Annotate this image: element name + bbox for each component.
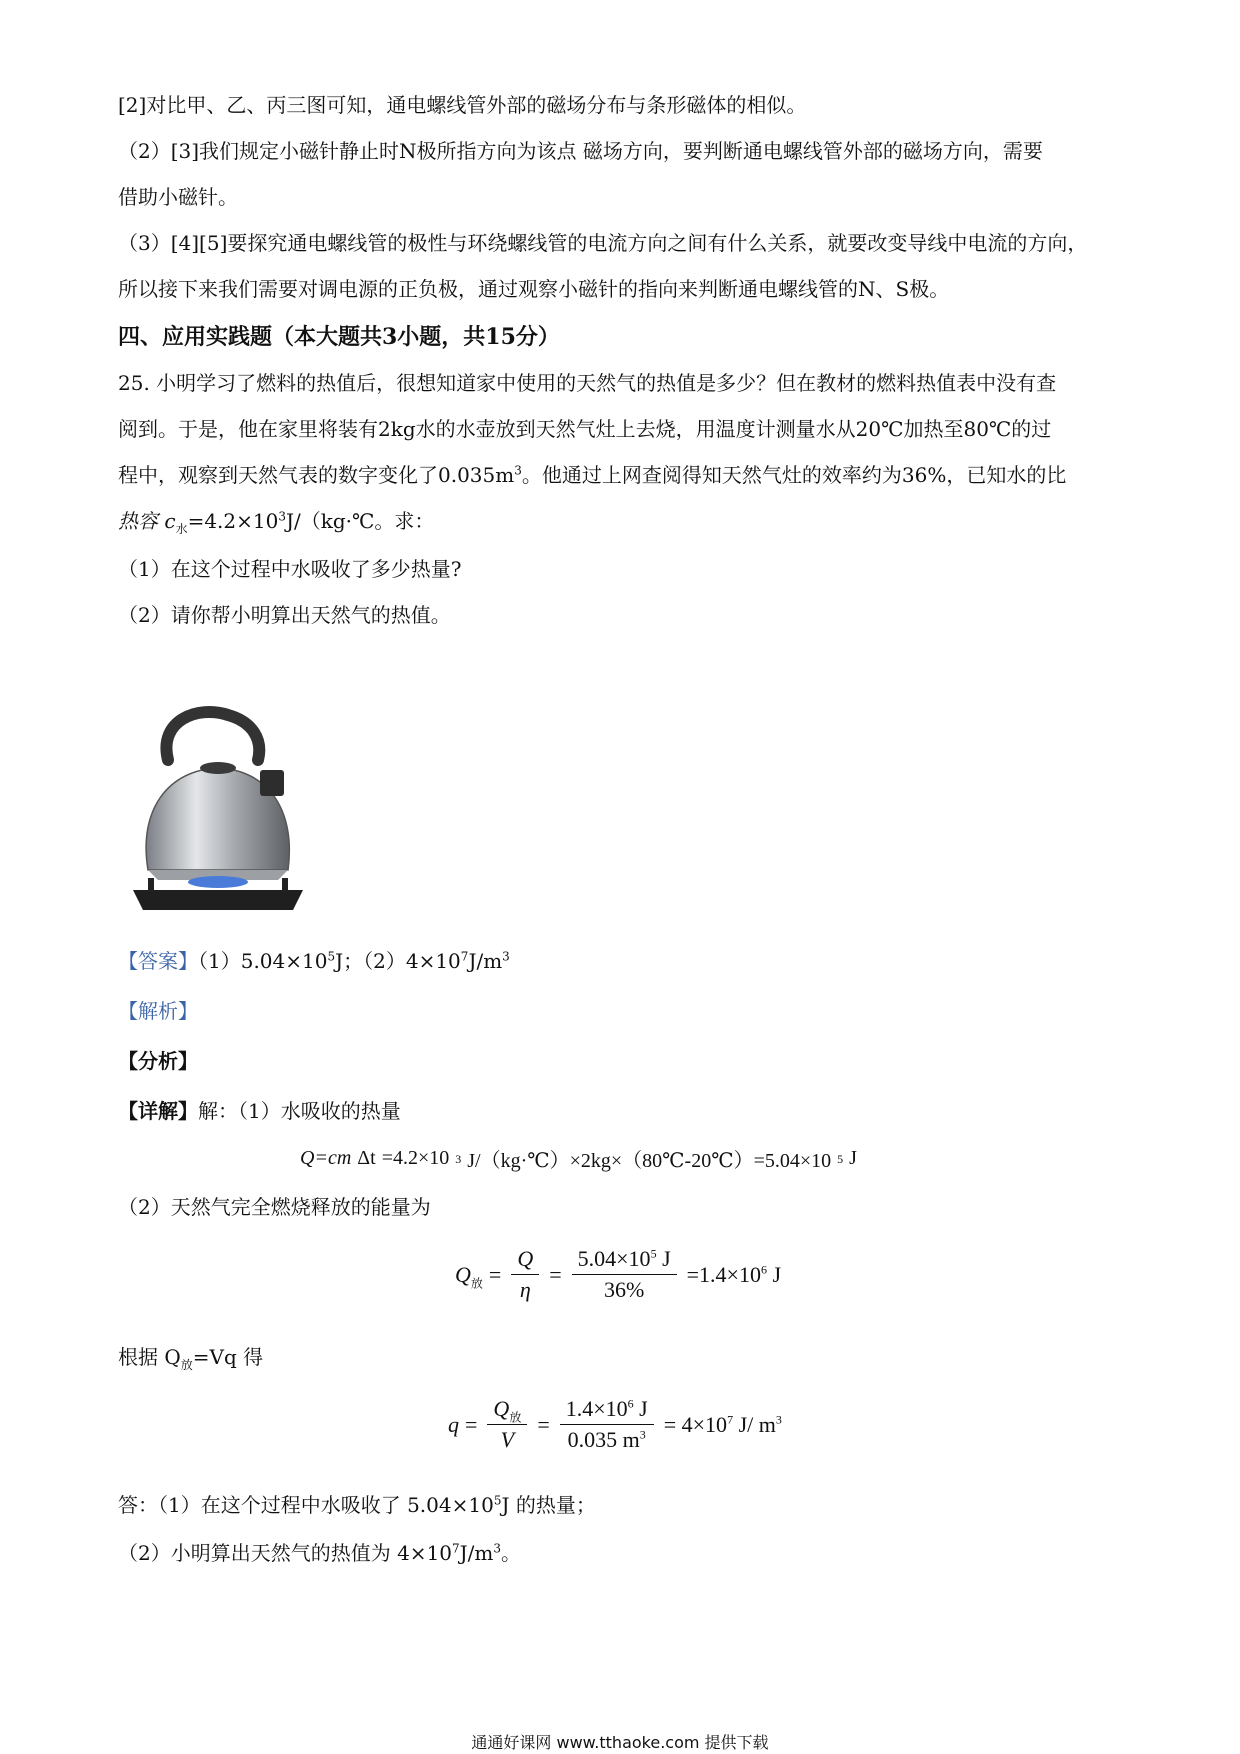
question-line: 热容 $c_水=4.2\times 10^3J/(kg\cdot℃$。求： bbox=[118, 509, 435, 536]
question-line: 程中，观察到天然气表的数字变化了$0.035m^3$。他通过上网查阅得知天然气灶的效率约为36%，已知水的比 bbox=[118, 463, 1067, 487]
conclusion-line: 答：（1）在这个过程中水吸收了 $5.04\times 10^5J$ 的热量； bbox=[118, 1493, 596, 1517]
paragraph: 借助小磁针。 bbox=[118, 185, 238, 209]
detail-line: 【详解】解：（1）水吸收的热量 bbox=[118, 1099, 401, 1123]
footer-watermark: 通通好课网 www.tthaoke.com 提供下载 bbox=[471, 1733, 769, 1752]
answer-tag: 【答案】 bbox=[118, 949, 198, 973]
equation-heat-absorbed: Q=cm Δt =4.2×10 3 J/（kg·℃）×2kg×（80℃-20℃）=5.04×10 5 J bbox=[300, 1147, 857, 1172]
sub-question: （1）在这个过程中水吸收了多少热量? bbox=[118, 557, 462, 581]
equation-heat-value: q = $\frac{Q_放}{V}$ = $\frac{1.4\times 10^6 J}{0.035 m^3}$ = $4\times 10^7$ J/ $m^3$ bbox=[448, 1396, 782, 1452]
conclusion-line: （2）小明算出天然气的热值为 $4\times 10^7J/m^3$。 bbox=[118, 1541, 522, 1565]
kettle-image bbox=[128, 700, 308, 920]
question-line: 阅到。于是，他在家里将装有2kg水的水壶放到天然气灶上去烧，用温度计测量水从20℃加热至80℃的过 bbox=[118, 417, 1052, 441]
analysis-tag: 【解析】 bbox=[118, 999, 198, 1023]
paragraph: 所以接下来我们需要对调电源的正负极，通过观察小磁针的指向来判断通电螺线管的N、S极。 bbox=[118, 277, 950, 301]
fenxi-tag: 【分析】 bbox=[118, 1049, 198, 1073]
equation-energy-released: $Q_放$ = $\frac{Q}{\eta}$ = $\frac{5.04\times 10^5 J}{36\%}$ $=1.4\times 10^6$ J bbox=[455, 1246, 782, 1302]
paragraph: [2]对比甲、乙、丙三图可知，通电螺线管外部的磁场分布与条形磁体的相似。 bbox=[118, 93, 807, 117]
sub-question: （2）请你帮小明算出天然气的热值。 bbox=[118, 603, 451, 627]
question-line: 25. 小明学习了燃料的热值后，很想知道家中使用的天然气的热值是多少？但在教材的燃料热值表中没有查 bbox=[118, 371, 1057, 395]
paragraph: （3）[4][5]要探究通电螺线管的极性与环绕螺线管的电流方向之间有什么关系，就要改变导线中电流的方向， bbox=[118, 231, 1088, 255]
energy-line: （2）天然气完全燃烧释放的能量为 bbox=[118, 1195, 431, 1219]
answer-line: 【答案】$(1)5.04\times 10^5J$；$(2)4\times 10^7J/m^3$ bbox=[118, 949, 510, 973]
paragraph: （2）[3]我们规定小磁针静止时N极所指方向为该点 磁场方向，要判断通电螺线管外部的磁场方向，需要 bbox=[118, 139, 1043, 163]
section-title: 四、应用实践题（本大题共3小题，共15分） bbox=[118, 324, 560, 350]
basis-line: 根据 $Q_放=Vq$ 得 bbox=[118, 1345, 264, 1372]
